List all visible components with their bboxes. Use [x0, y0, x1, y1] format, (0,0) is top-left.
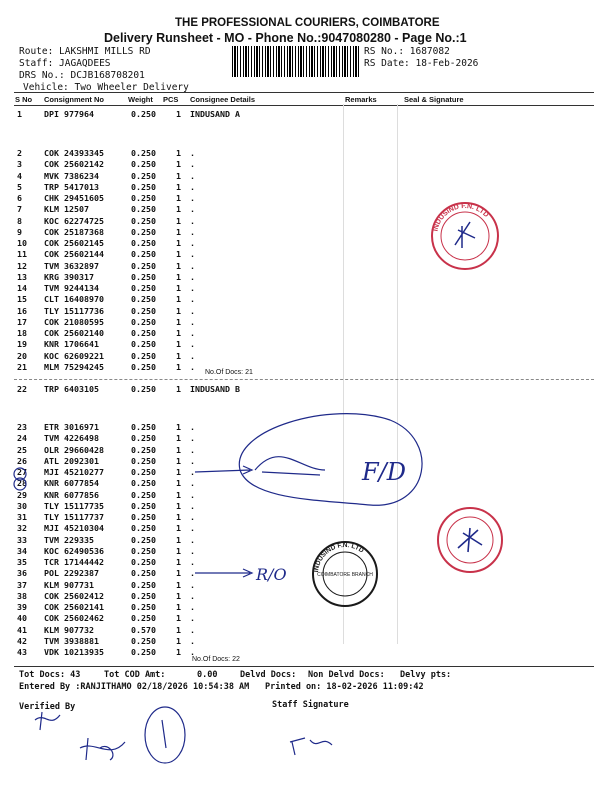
row-sno: 27: [17, 467, 27, 477]
row-consignment: CLT 16408970: [44, 294, 104, 305]
row-consignment: COK 25602140: [44, 328, 104, 338]
row-sno: 5: [17, 181, 22, 192]
row-sno: 13: [17, 271, 27, 282]
runsheet-title: Delivery Runsheet - MO - Phone No.:9047080280 - Page No.:1: [104, 31, 467, 45]
row-weight: 0.250: [131, 523, 156, 534]
row-weight: 0.250: [131, 283, 156, 293]
row-consignment: TVM 3938881: [44, 635, 99, 646]
row-weight: 0.250: [131, 170, 156, 181]
row-consignment: KNR 6077856: [44, 489, 99, 500]
row-consignment: POL 2292387: [44, 568, 99, 579]
row-consignment: COK 25602144: [44, 249, 104, 260]
red-seal-stamp: [438, 508, 502, 572]
svg-text:INDUSIND F.N. LTD: [313, 542, 365, 573]
row-consignee: .: [190, 647, 195, 657]
verified-by-label: Verified By: [19, 702, 76, 712]
row-weight: 0.250: [131, 478, 156, 489]
row-consignee: .: [190, 305, 195, 316]
row-sno: 6: [17, 193, 22, 203]
row-consignee: .: [190, 271, 195, 282]
row-weight: 0.250: [131, 181, 156, 192]
row-consignee: .: [190, 624, 195, 635]
row-consignee: .: [190, 635, 195, 646]
row-consignment: CHK 29451605: [44, 193, 104, 203]
row-sno: 33: [17, 534, 27, 545]
row-weight: 0.250: [131, 226, 156, 237]
row-pcs: 1: [176, 545, 181, 556]
row-consignee: .: [190, 339, 195, 350]
row-pcs: 1: [176, 647, 181, 657]
row-weight: 0.250: [131, 613, 156, 624]
row-consignee: .: [190, 226, 195, 237]
col-seal: Seal & Signature: [404, 95, 464, 104]
row-pcs: 1: [176, 294, 181, 305]
row-weight: 0.250: [131, 545, 156, 556]
row-weight: 0.250: [131, 294, 156, 305]
row-sno: 26: [17, 455, 27, 466]
row-weight: 0.250: [131, 350, 156, 361]
row-consignee: .: [190, 433, 195, 444]
row-pcs: 1: [176, 568, 181, 579]
delivery-points: Delvy pts:: [400, 670, 452, 680]
drs-number: DRS No.: DCJB168708201: [19, 70, 145, 81]
row-consignment: MJI 45210304: [44, 523, 104, 534]
row-consignment: MVK 7386234: [44, 170, 99, 181]
company-name: THE PROFESSIONAL COURIERS, COIMBATORE: [175, 17, 440, 29]
remark-rto: R/O: [256, 565, 287, 584]
row-weight: 0.250: [131, 444, 156, 455]
row-consignment: COK 25602141: [44, 602, 104, 612]
row-consignee: .: [190, 260, 195, 271]
total-cod-label: Tot COD Amt:: [104, 670, 166, 680]
row-sno: 14: [17, 283, 27, 293]
row-consignment: COK 25602412: [44, 590, 104, 601]
row-consignment: OLR 29660428: [44, 444, 104, 455]
row-pcs: 1: [176, 444, 181, 455]
row-weight: 0.250: [131, 361, 156, 372]
row-pcs: 1: [176, 500, 181, 511]
row-consignee: .: [190, 545, 195, 556]
row-weight: 0.250: [131, 647, 156, 657]
entered-by: Entered By :RANJITHAMO 02/18/2026 10:54:38 AM: [19, 682, 250, 692]
row-sno: 36: [17, 568, 27, 579]
row-pcs: 1: [176, 305, 181, 316]
group2-doc-count: No.Of Docs: 22: [192, 656, 240, 663]
staff-signature-label: Staff Signature: [272, 700, 349, 710]
rs-number: RS No.: 1687082: [364, 46, 450, 57]
row-consignment: KLM 12507: [44, 204, 89, 215]
col-consignment: Consignment No: [44, 95, 104, 104]
row-sno: 42: [17, 635, 27, 646]
col-remarks: Remarks: [345, 95, 377, 104]
row-weight: 0.250: [131, 455, 156, 466]
handwritten-marks: [14, 414, 422, 763]
row-consignment: TVM 3632897: [44, 260, 99, 271]
row-consignee: .: [190, 148, 195, 158]
row-pcs: 1: [176, 170, 181, 181]
non-delivered-docs: Non Delvd Docs:: [308, 670, 385, 680]
row-consignee: .: [190, 159, 195, 170]
row-sno: 15: [17, 294, 27, 305]
row-weight: 0.250: [131, 204, 156, 215]
row-weight: 0.250: [131, 534, 156, 545]
row-weight: 0.250: [131, 557, 156, 567]
row-sno: 34: [17, 545, 27, 556]
row-sno: 16: [17, 305, 27, 316]
row-pcs: 1: [176, 283, 181, 293]
row-pcs: 1: [176, 557, 181, 567]
row-consignee: .: [190, 193, 195, 203]
row-sno: 21: [17, 361, 27, 372]
row-pcs: 1: [176, 316, 181, 327]
row-consignment: DPI 977964: [44, 109, 94, 119]
stamp-text: INDUSIND F.N. LTD: [313, 541, 365, 573]
row-consignment: COK 24393345: [44, 148, 104, 158]
col-details: Consignee Details: [190, 95, 256, 104]
row-pcs: 1: [176, 193, 181, 203]
row-pcs: 1: [176, 384, 181, 394]
row-consignment: KLM 907731: [44, 579, 94, 590]
row-consignment: VDK 10213935: [44, 647, 104, 657]
row-weight: 0.250: [131, 316, 156, 327]
row-sno: 17: [17, 316, 27, 327]
row-sno: 4: [17, 170, 22, 181]
row-consignment: TVM 9244134: [44, 283, 99, 293]
row-sno: 30: [17, 500, 27, 511]
row-consignee: .: [190, 455, 195, 466]
row-consignee: .: [190, 444, 195, 455]
row-consignment: TLY 15117736: [44, 305, 104, 316]
stamp-text: INDUSIND F.N. LTD: [432, 202, 490, 233]
row-consignee: .: [190, 590, 195, 601]
row-consignee: .: [190, 579, 195, 590]
row-weight: 0.250: [131, 568, 156, 579]
row-weight: 0.250: [131, 339, 156, 350]
row-weight: 0.250: [131, 271, 156, 282]
row-consignment: TVM 4226498: [44, 433, 99, 444]
row-pcs: 1: [176, 238, 181, 248]
row-weight: 0.250: [131, 512, 156, 522]
row-sno: 37: [17, 579, 27, 590]
row-sno: 20: [17, 350, 27, 361]
row-sno: 7: [17, 204, 22, 215]
row-pcs: 1: [176, 467, 181, 477]
row-sno: 10: [17, 238, 27, 248]
row-consignee: .: [190, 523, 195, 534]
row-sno: 3: [17, 159, 22, 170]
row-consignment: COK 25602145: [44, 238, 104, 248]
delivered-docs: Delvd Docs:: [240, 670, 297, 680]
total-docs: Tot Docs: 43: [19, 670, 81, 680]
staff-label: Staff: JAGAQDEES: [19, 58, 111, 69]
row-consignee: .: [190, 294, 195, 305]
row-sno: 18: [17, 328, 27, 338]
row-consignee: .: [190, 478, 195, 489]
row-consignee: .: [190, 467, 195, 477]
group1-doc-count: No.Of Docs: 21: [205, 369, 253, 376]
total-cod-amount: 0.00: [197, 670, 218, 680]
row-consignment: MLM 75294245: [44, 361, 104, 372]
row-weight: 0.250: [131, 249, 156, 260]
row-sno: 28: [17, 478, 27, 489]
row-pcs: 1: [176, 260, 181, 271]
row-pcs: 1: [176, 635, 181, 646]
row-consignment: KOC 62609221: [44, 350, 104, 361]
row-sno: 39: [17, 602, 27, 612]
row-consignment: ETR 3016971: [44, 422, 99, 432]
row-pcs: 1: [176, 613, 181, 624]
row-consignee: .: [190, 613, 195, 624]
row-weight: 0.250: [131, 305, 156, 316]
rs-date: RS Date: 18-Feb-2026: [364, 58, 479, 69]
row-weight: 0.250: [131, 328, 156, 338]
row-consignment: COK 25602142: [44, 159, 104, 170]
row-consignment: TLY 15117735: [44, 500, 104, 511]
row-sno: 32: [17, 523, 27, 534]
row-weight: 0.250: [131, 602, 156, 612]
row-pcs: 1: [176, 148, 181, 158]
row-consignee: .: [190, 181, 195, 192]
row-sno: 19: [17, 339, 27, 350]
row-pcs: 1: [176, 489, 181, 500]
row-sno: 41: [17, 624, 27, 635]
row-sno: 11: [17, 249, 27, 260]
row-pcs: 1: [176, 512, 181, 522]
row-consignment: KRG 390317: [44, 271, 94, 282]
row-sno: 22: [17, 384, 27, 394]
row-pcs: 1: [176, 361, 181, 372]
remark-fd: F/D: [362, 458, 406, 486]
stamp-branch: COIMBATORE BRANCH: [317, 572, 373, 578]
row-consignee: .: [190, 361, 195, 372]
row-pcs: 1: [176, 109, 181, 119]
row-weight: 0.250: [131, 635, 156, 646]
row-consignee: .: [190, 215, 195, 226]
row-sno: 23: [17, 422, 27, 432]
row-pcs: 1: [176, 350, 181, 361]
row-consignee: .: [190, 568, 195, 579]
row-weight: 0.250: [131, 215, 156, 226]
row-consignee: .: [190, 512, 195, 522]
row-pcs: 1: [176, 478, 181, 489]
row-pcs: 1: [176, 624, 181, 635]
row-weight: 0.250: [131, 384, 156, 394]
row-consignee: .: [190, 534, 195, 545]
row-sno: 25: [17, 444, 27, 455]
row-pcs: 1: [176, 579, 181, 590]
row-consignment: MJI 45210277: [44, 467, 104, 477]
row-weight: 0.250: [131, 590, 156, 601]
col-weight: Weight: [128, 95, 153, 104]
row-consignment: TLY 15117737: [44, 512, 104, 522]
row-pcs: 1: [176, 422, 181, 432]
row-weight: 0.250: [131, 148, 156, 158]
row-consignee: .: [190, 316, 195, 327]
row-consignment: ATL 2092301: [44, 455, 99, 466]
row-weight: 0.250: [131, 433, 156, 444]
row-pcs: 1: [176, 159, 181, 170]
row-consignee: .: [190, 350, 195, 361]
row-pcs: 1: [176, 534, 181, 545]
row-sno: 40: [17, 613, 27, 624]
row-pcs: 1: [176, 455, 181, 466]
row-pcs: 1: [176, 328, 181, 338]
branch-seal-stamp: [313, 542, 377, 606]
row-consignee: .: [190, 238, 195, 248]
row-consignment: COK 25187368: [44, 226, 104, 237]
row-weight: 0.250: [131, 467, 156, 477]
row-consignment: KNR 6077854: [44, 478, 99, 489]
row-consignment: TRP 5417013: [44, 181, 99, 192]
row-consignment: COK 25602462: [44, 613, 104, 624]
row-pcs: 1: [176, 523, 181, 534]
row-consignee: .: [190, 602, 195, 612]
row-weight: 0.570: [131, 624, 156, 635]
row-consignee: INDUSAND B: [190, 384, 240, 394]
row-consignment: KOC 62274725: [44, 215, 104, 226]
row-sno: 8: [17, 215, 22, 226]
route-label: Route: LAKSHMI MILLS RD: [19, 46, 151, 57]
row-pcs: 1: [176, 590, 181, 601]
row-consignment: TCR 17144442: [44, 557, 104, 567]
row-weight: 0.250: [131, 422, 156, 432]
row-consignee: .: [190, 170, 195, 181]
row-consignee: INDUSAND A: [190, 109, 240, 119]
row-pcs: 1: [176, 433, 181, 444]
row-consignee: .: [190, 249, 195, 260]
red-seal-stamp: [432, 203, 498, 269]
row-sno: 9: [17, 226, 22, 237]
row-consignment: TVM 229335: [44, 534, 94, 545]
row-consignee: .: [190, 328, 195, 338]
row-consignment: KLM 907732: [44, 624, 94, 635]
row-consignee: .: [190, 204, 195, 215]
row-pcs: 1: [176, 339, 181, 350]
row-weight: 0.250: [131, 579, 156, 590]
row-weight: 0.250: [131, 109, 156, 119]
printed-on: Printed on: 18-02-2026 11:09:42: [265, 682, 424, 692]
row-sno: 35: [17, 557, 27, 567]
row-pcs: 1: [176, 181, 181, 192]
row-pcs: 1: [176, 249, 181, 260]
row-pcs: 1: [176, 204, 181, 215]
row-pcs: 1: [176, 602, 181, 612]
row-pcs: 1: [176, 226, 181, 237]
row-consignment: COK 21080595: [44, 316, 104, 327]
row-consignment: KOC 62490536: [44, 545, 104, 556]
row-pcs: 1: [176, 271, 181, 282]
row-sno: 31: [17, 512, 27, 522]
row-consignee: .: [190, 500, 195, 511]
row-sno: 2: [17, 148, 22, 158]
row-sno: 43: [17, 647, 27, 657]
row-consignee: .: [190, 489, 195, 500]
row-weight: 0.250: [131, 159, 156, 170]
row-weight: 0.250: [131, 260, 156, 271]
row-weight: 0.250: [131, 489, 156, 500]
row-weight: 0.250: [131, 500, 156, 511]
row-sno: 29: [17, 489, 27, 500]
row-consignment: KNR 1706641: [44, 339, 99, 350]
row-sno: 24: [17, 433, 27, 444]
row-pcs: 1: [176, 215, 181, 226]
col-pcs: PCS: [163, 95, 179, 104]
row-sno: 38: [17, 590, 27, 601]
row-consignment: TRP 6403105: [44, 384, 99, 394]
row-consignee: .: [190, 422, 195, 432]
row-consignee: .: [190, 557, 195, 567]
row-sno: 1: [17, 109, 22, 119]
row-sno: 12: [17, 260, 27, 271]
vehicle-label: Vehicle: Two Wheeler Delivery: [23, 82, 189, 93]
col-sno: S No: [15, 95, 33, 104]
row-consignee: .: [190, 283, 195, 293]
row-weight: 0.250: [131, 193, 156, 203]
row-weight: 0.250: [131, 238, 156, 248]
